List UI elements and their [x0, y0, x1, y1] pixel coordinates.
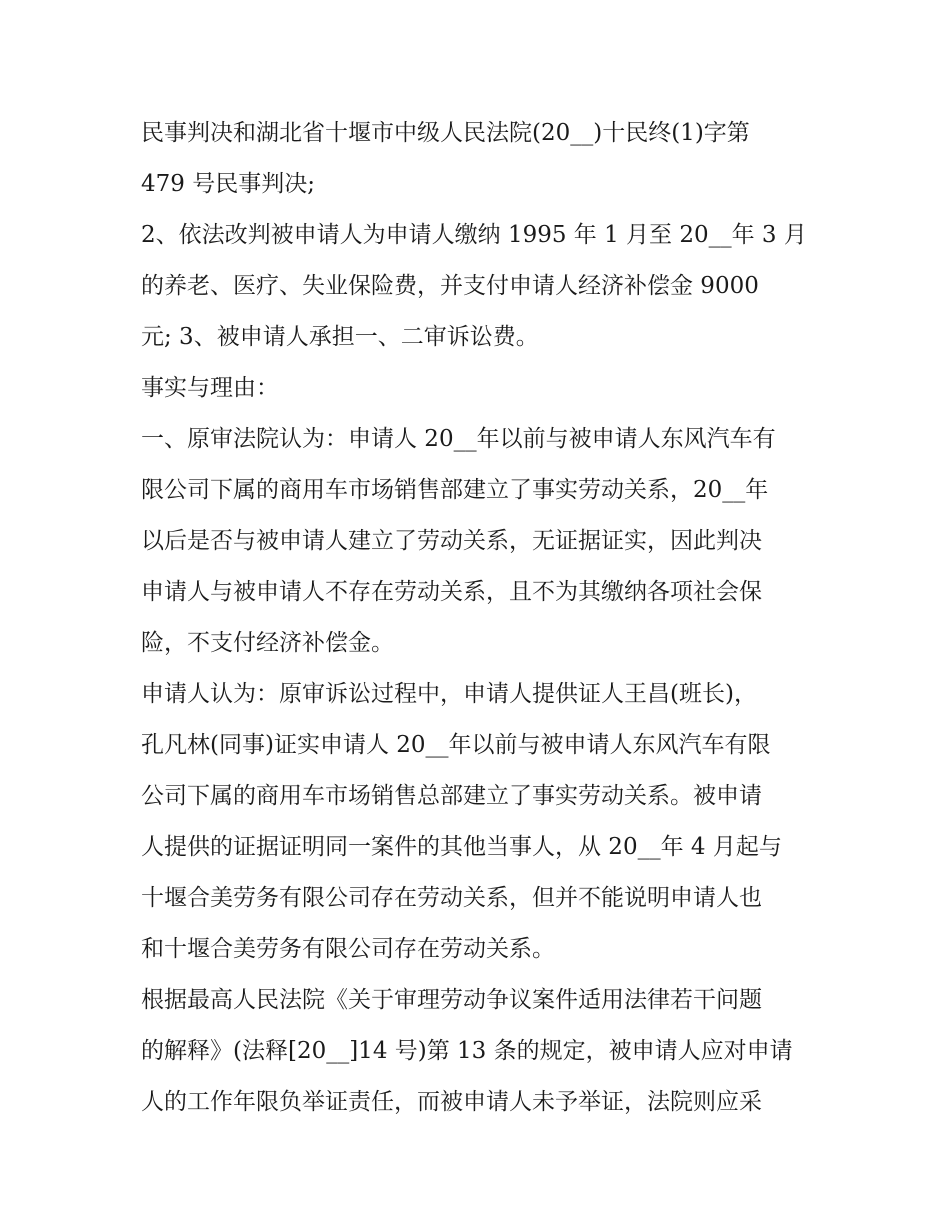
text-line-5: 元; 3、被申请人承担一、二审诉讼费。 — [141, 324, 539, 350]
text-line-12: 申请人认为：原审诉讼过程中，申请人提供证人王昌(班长)， — [141, 681, 757, 707]
text-line-8: 限公司下属的商用车市场销售部建立了事实劳动关系，20__年 — [141, 477, 769, 503]
text-line-17: 和十堰合美劳务有限公司存在劳动关系。 — [141, 936, 555, 962]
text-line-11: 险，不支付经济补偿金。 — [141, 630, 394, 656]
text-line-2: 479 号民事判决; — [141, 171, 315, 197]
text-line-4: 的养老、医疗、失业保险费，并支付申请人经济补偿金 9000 — [141, 273, 759, 299]
text-line-18: 根据最高人民法院《关于审理劳动争议案件适用法律若干问题 — [141, 987, 762, 1013]
text-line-9: 以后是否与被申请人建立了劳动关系，无证据证实，因此判决 — [141, 528, 762, 554]
text-line-15: 人提供的证据证明同一案件的其他当事人，从 20__年 4 月起与 — [141, 834, 782, 860]
text-line-3: 2、依法改判被申请人为申请人缴纳 1995 年 1 月至 20__年 3 月 — [141, 222, 807, 248]
text-line-20: 人的工作年限负举证责任，而被申请人未予举证，法院则应采 — [141, 1089, 762, 1115]
text-line-14: 公司下属的商用车市场销售总部建立了事实劳动关系。被申请 — [141, 783, 762, 809]
text-line-16: 十堰合美劳务有限公司存在劳动关系，但并不能说明申请人也 — [141, 885, 762, 911]
document-body — [141, 108, 821, 1128]
text-line-7: 一、原审法院认为：申请人 20__年以前与被申请人东风汽车有 — [141, 426, 776, 452]
text-line-10: 申请人与被申请人不存在劳动关系，且不为其缴纳各项社会保 — [141, 579, 762, 605]
text-line-13: 孔凡林(同事)证实申请人 20__年以前与被申请人东风汽车有限 — [141, 732, 771, 758]
text-line-19: 的解释》(法释[20__]14 号)第 13 条的规定，被申请人应对申请 — [141, 1038, 793, 1064]
text-line-1: 民事判决和湖北省十堰市中级人民法院(20__)十民终(1)字第 — [141, 120, 750, 146]
section-heading-facts: 事实与理由： — [141, 375, 279, 401]
